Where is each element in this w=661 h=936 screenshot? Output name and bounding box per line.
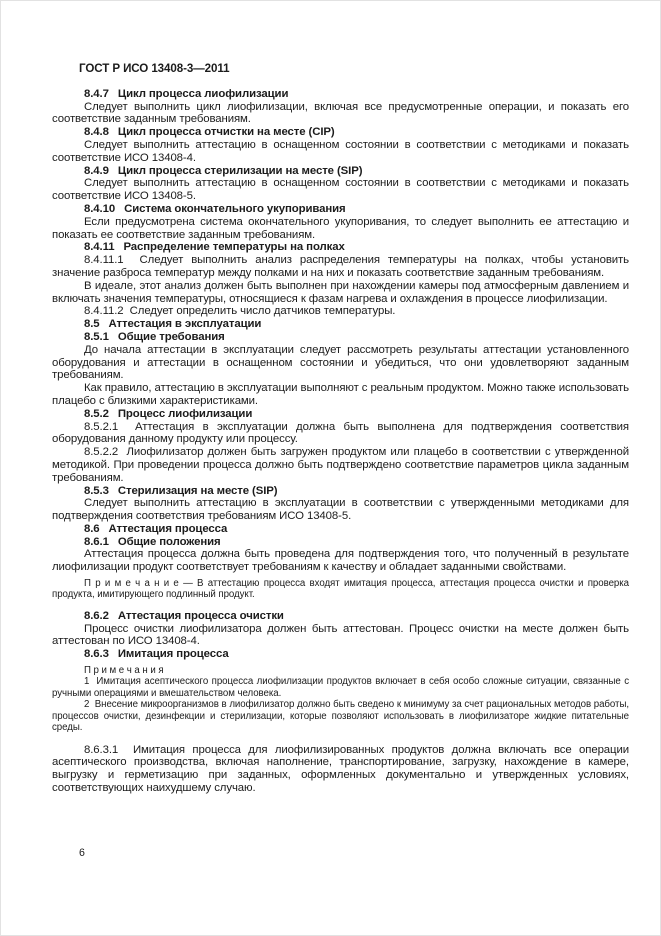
section-number: 8.5 bbox=[84, 318, 100, 331]
section-heading bbox=[52, 408, 629, 421]
section-title: Аттестация процесса очистки bbox=[117, 609, 284, 622]
section-heading bbox=[52, 126, 629, 139]
section-heading bbox=[52, 318, 629, 331]
section-title: Цикл процесса лиофилизации bbox=[117, 87, 289, 100]
paragraph: Следует выполнить аттестацию в оснащенном состоянии в соответствии с методиками и показать соответствие ИСО 13408-4. bbox=[52, 138, 629, 164]
section-number: 8.4.8 bbox=[84, 126, 109, 139]
section-heading bbox=[52, 165, 629, 178]
section-number: 8.6.2 bbox=[84, 609, 109, 622]
section-title: Цикл процесса отчистки на месте (CIP) bbox=[117, 126, 335, 139]
document-content bbox=[52, 88, 629, 795]
section-title: Аттестация в эксплуатации bbox=[108, 318, 262, 331]
section-title: Имитация процесса bbox=[117, 648, 229, 661]
paragraph: Если предусмотрена система окончательного укупоривания, то следует выполнить ее аттестацию и показать ее соответствие заданным требованиям. bbox=[52, 215, 629, 241]
paragraph: Следует выполнить цикл лиофилизации, включая все предусмотренные операции, и показать его соответствие заданным требованиям. bbox=[52, 100, 629, 126]
paragraph: Процесс очистки лиофилизатора должен быть аттестован. Процесс очистки на месте должен быть аттестован по ИСО 13408-4. bbox=[52, 622, 629, 648]
note-item: 1 Имитация асептического процесса лиофилизации продуктов включает в себя особо сложные ситуации, связанные с ручными операциями и вмешательством человека. bbox=[52, 676, 629, 699]
paragraph: До начала аттестации в эксплуатации следует рассмотреть результаты аттестации установленного оборудования и аттестации в оснащенном состоянии и убедиться, что они удовлетворяют заданным требованиям. bbox=[52, 343, 629, 382]
section-title: Распределение температуры на полках bbox=[123, 241, 345, 254]
paragraph: 8.5.2.2 Лиофилизатор должен быть загружен продуктом или плацебо в соответствии с утвержденной методикой. При проведении процесса должно быть подтверждено соответствие параметров цикла заданным требованиям. bbox=[52, 446, 629, 484]
notes-label: П р и м е ч а н и я bbox=[84, 665, 164, 677]
section-title: Система окончательного укупоривания bbox=[124, 202, 346, 215]
note-item: 2 Внесение микроорганизмов в лиофилизатор должно быть сведено к минимуму за счет рациональных методов работы, процессов очистки, дезинфекции и стерилизации, которые позволяют использовать в лиофилизаторе жидкие питательные среды. bbox=[52, 699, 629, 734]
note: П р и м е ч а н и е — В аттестацию процесса входят имитация процесса, аттестация процесса очистки и проверка продукта, имитирующего подлинный продукт. bbox=[52, 578, 629, 601]
notes-block bbox=[52, 665, 629, 733]
section-title: Стерилизация на месте (SIP) bbox=[117, 484, 278, 497]
section-title: Цикл процесса стерилизации на месте (SIP) bbox=[117, 164, 363, 177]
paragraph: Следует выполнить аттестацию в эксплуатации в соответствии с утвержденными методиками для подтверждения соответствия требованиям ИСО 13408-5. bbox=[52, 497, 629, 523]
section-number: 8.4.9 bbox=[84, 164, 109, 177]
section-number: 8.4.7 bbox=[84, 87, 109, 100]
section-title: Процесс лиофилизации bbox=[117, 407, 253, 420]
section-title: Общие положения bbox=[117, 535, 221, 548]
section-heading bbox=[52, 331, 629, 344]
running-header: ГОСТ Р ИСО 13408-3—2011 bbox=[79, 62, 230, 75]
section-heading bbox=[52, 485, 629, 498]
section-number: 8.4.10 bbox=[84, 202, 116, 215]
section-title: Общие требования bbox=[117, 330, 225, 343]
paragraph: 8.4.11.1 Следует выполнить анализ распределения температуры на полках, чтобы установить значение разброса температур между полками и на них и показать соответствие заданным требованиям. bbox=[52, 254, 629, 279]
section-number: 8.5.1 bbox=[84, 330, 109, 343]
section-number: 8.6 bbox=[84, 522, 100, 535]
section-heading bbox=[52, 88, 629, 101]
section-heading bbox=[52, 523, 629, 536]
section-number: 8.4.11 bbox=[84, 241, 115, 254]
section-title: Аттестация процесса bbox=[108, 522, 228, 535]
section-number: 8.5.2 bbox=[84, 407, 109, 420]
section-heading bbox=[52, 536, 629, 549]
section-heading bbox=[52, 648, 629, 661]
section-heading bbox=[52, 610, 629, 623]
paragraph: Как правило, аттестацию в эксплуатации выполняют с реальным продуктом. Можно также использовать плацебо с близкими характеристиками. bbox=[52, 382, 629, 407]
section-number: 8.6.1 bbox=[84, 535, 109, 548]
section-number: 8.5.3 bbox=[84, 484, 109, 497]
section-heading bbox=[52, 241, 629, 254]
section-number: 8.6.3 bbox=[84, 648, 109, 661]
paragraph: 8.6.3.1 Имитация процесса для лиофилизированных продуктов должна включать все операции асептического производства, включая наполнение, транспортирование, загрузку, нахождение в камере, выгрузку и герметизацию при заданных, оформленных документально и утвержденных условиях, соответствующих наихудшему случаю. bbox=[52, 743, 629, 794]
paragraph: 8.4.11.2 Следует определить число датчиков температуры. bbox=[84, 305, 396, 318]
paragraph: Следует выполнить аттестацию в оснащенном состоянии в соответствии с методиками и показать соответствие ИСО 13408-5. bbox=[52, 177, 629, 203]
paragraph: В идеале, этот анализ должен быть выполнен при нахождении камеры под атмосферным давлением и включать значения температуры, относящиеся к фазам нагрева и охлаждения в процессе лиофилизации. bbox=[52, 279, 629, 305]
page-number: 6 bbox=[79, 847, 85, 859]
paragraph: 8.5.2.1 Аттестация в эксплуатации должна быть выполнена для подтверждения соответствия оборудования данному продукту или процессу. bbox=[52, 420, 629, 446]
section-heading bbox=[52, 203, 629, 216]
paragraph: Аттестация процесса должна быть проведена для подтверждения того, что полученный в результате лиофилизации продукт соответствует требованиям к качеству и обладает заданными свойствами. bbox=[52, 548, 629, 574]
